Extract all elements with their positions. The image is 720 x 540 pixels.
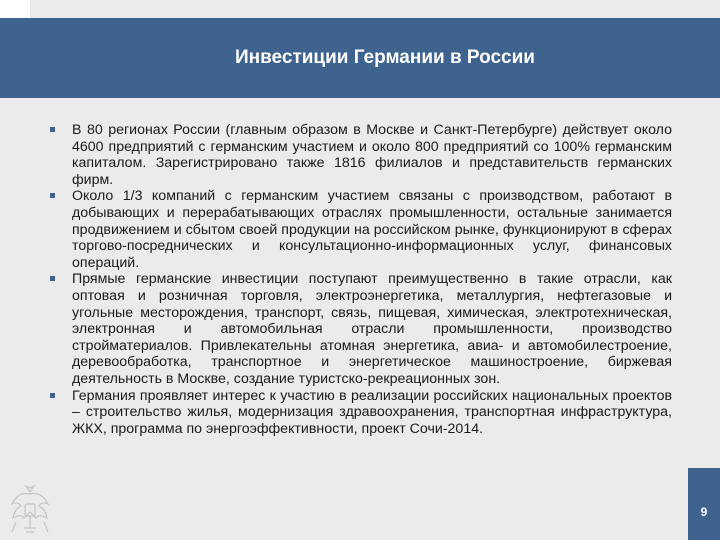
square-bullet-icon (50, 127, 55, 132)
bullet-text: Около 1/3 компаний с германским участием связаны с производством, работают в добывающих и перерабатывающих отраслях промышленности, остальные занимается продвижением и сбытом своей продукции на российском рынке, функционируют в сферах торгово-посреднических и консультационно-информационных услуг, финансовых операций. (72, 188, 672, 271)
bullet-item (50, 271, 672, 387)
square-bullet-icon (50, 393, 55, 398)
bullet-text: Германия проявляет интерес к участию в реализации российских национальных проектов – строительство жилья, модернизация здравоохранения, транспортная инфраструктура, ЖКХ, программа по энергоэффективности, проект Сочи-2014. (72, 387, 672, 437)
square-bullet-icon (50, 193, 55, 198)
bullet-text: Прямые германские инвестиции поступают преимущественно в такие отрасли, как оптовая и розничная торговля, электроэнергетика, металлургия, нефтегазовые и угольные месторождения, транспорт, связь, пищевая, химическая, электротехническая, электронная и автомобильная отрасли промышленности, производство стройматериалов. Привлекательны атомная энергетика, авиа- и автомобилестроение, деревообработка, транспортное и энергетическое машиностроение, биржевая деятельность в Москве, создание туристско-рекреационных зон. (72, 271, 672, 387)
bullet-item (50, 122, 672, 188)
square-bullet-icon (50, 276, 55, 281)
corner-decoration (0, 0, 30, 18)
double-headed-eagle-emblem-icon (4, 482, 56, 540)
bullet-text: В 80 регионах России (главным образом в Москве и Санкт-Петербурге) действует около 4600 предприятий с германским участием и около 800 предприятий со 100% германским капиталом. Зарегистрировано также 1816 филиалов и представительств германских фирм. (72, 122, 672, 188)
slide-title: Инвестиции Германии в России (235, 47, 535, 68)
bullet-list (50, 122, 672, 437)
page-number: 9 (700, 505, 708, 519)
bullet-item (50, 388, 672, 438)
page-number-box (688, 468, 720, 540)
bullet-item (50, 188, 672, 271)
